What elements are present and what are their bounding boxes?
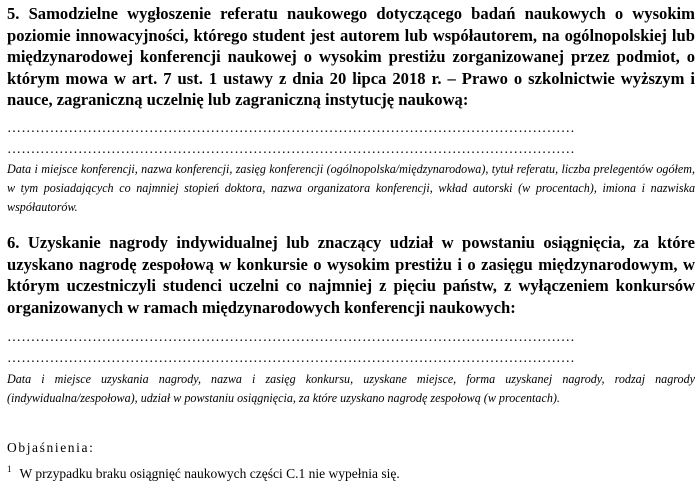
section-6-note: Data i miejsce uzyskania nagrody, nazwa i zasięg konkursu, uzyskane miejsce, forma uzyskanej nagrody, rodzaj nagrody (indywidualna/zespołowa), udział w powstaniu osiągnięcia, za które uzyskano nagrodę zespołową (w procentach).	[7, 372, 695, 405]
explanations-title: Objaśnienia:	[7, 440, 95, 455]
section-6-answer-line-2[interactable]: …………………………………………………………………………………………………………	[7, 352, 575, 366]
footnote-marker: 1	[7, 464, 12, 474]
section-5-note: Data i miejsce konferencji, nazwa konferencji, zasięg konferencji (ogólnopolska/międzynarodowa), tytuł referatu, liczba prelegentów ogółem, w tym posiadających co najmniej stopień doktora, nazwa organizatora konferencji, wkład autorski (w procentach), imiona i nazwiska współautorów.	[7, 162, 695, 214]
section-5-answer-line-2[interactable]: …………………………………………………………………………………………………………	[7, 143, 575, 157]
section-6-heading: 6. Uzyskanie nagrody indywidualnej lub znaczący udział w powstaniu osiągnięcia, za które uzyskano nagrodę zespołową w konkursie o wysokim prestiżu i o zasięgu międzynarodowym, w którym uczestniczyli studenci uczelni co najmniej z pięciu państw, z wyłączeniem konkursów organizowanych w ramach międzynarodowych konferencji naukowych:	[7, 233, 695, 317]
footnote-text: W przypadku braku osiągnięć naukowych części C.1 nie wypełnia się.	[19, 466, 400, 481]
section-5-heading: 5. Samodzielne wygłoszenie referatu naukowego dotyczącego badań naukowych o wysokim poziomie innowacyjności, którego student jest autorem lub współautorem, na ogólnopolskiej lub międzynarodowej konferencji naukowej o wysokim prestiżu zorganizowanej przez podmiot, o którym mowa w art. 7 ust. 1 ustawy z dnia 20 lipca 2018 r. – Prawo o szkolnictwie wyższym i nauce, zagraniczną uczelnię lub zagraniczną instytucję naukową:	[7, 4, 695, 109]
footnote-1	[7, 460, 697, 483]
section-6-answer-line-1[interactable]: …………………………………………………………………………………………………………	[7, 331, 575, 345]
section-5-answer-line-1[interactable]: …………………………………………………………………………………………………………	[7, 122, 575, 136]
